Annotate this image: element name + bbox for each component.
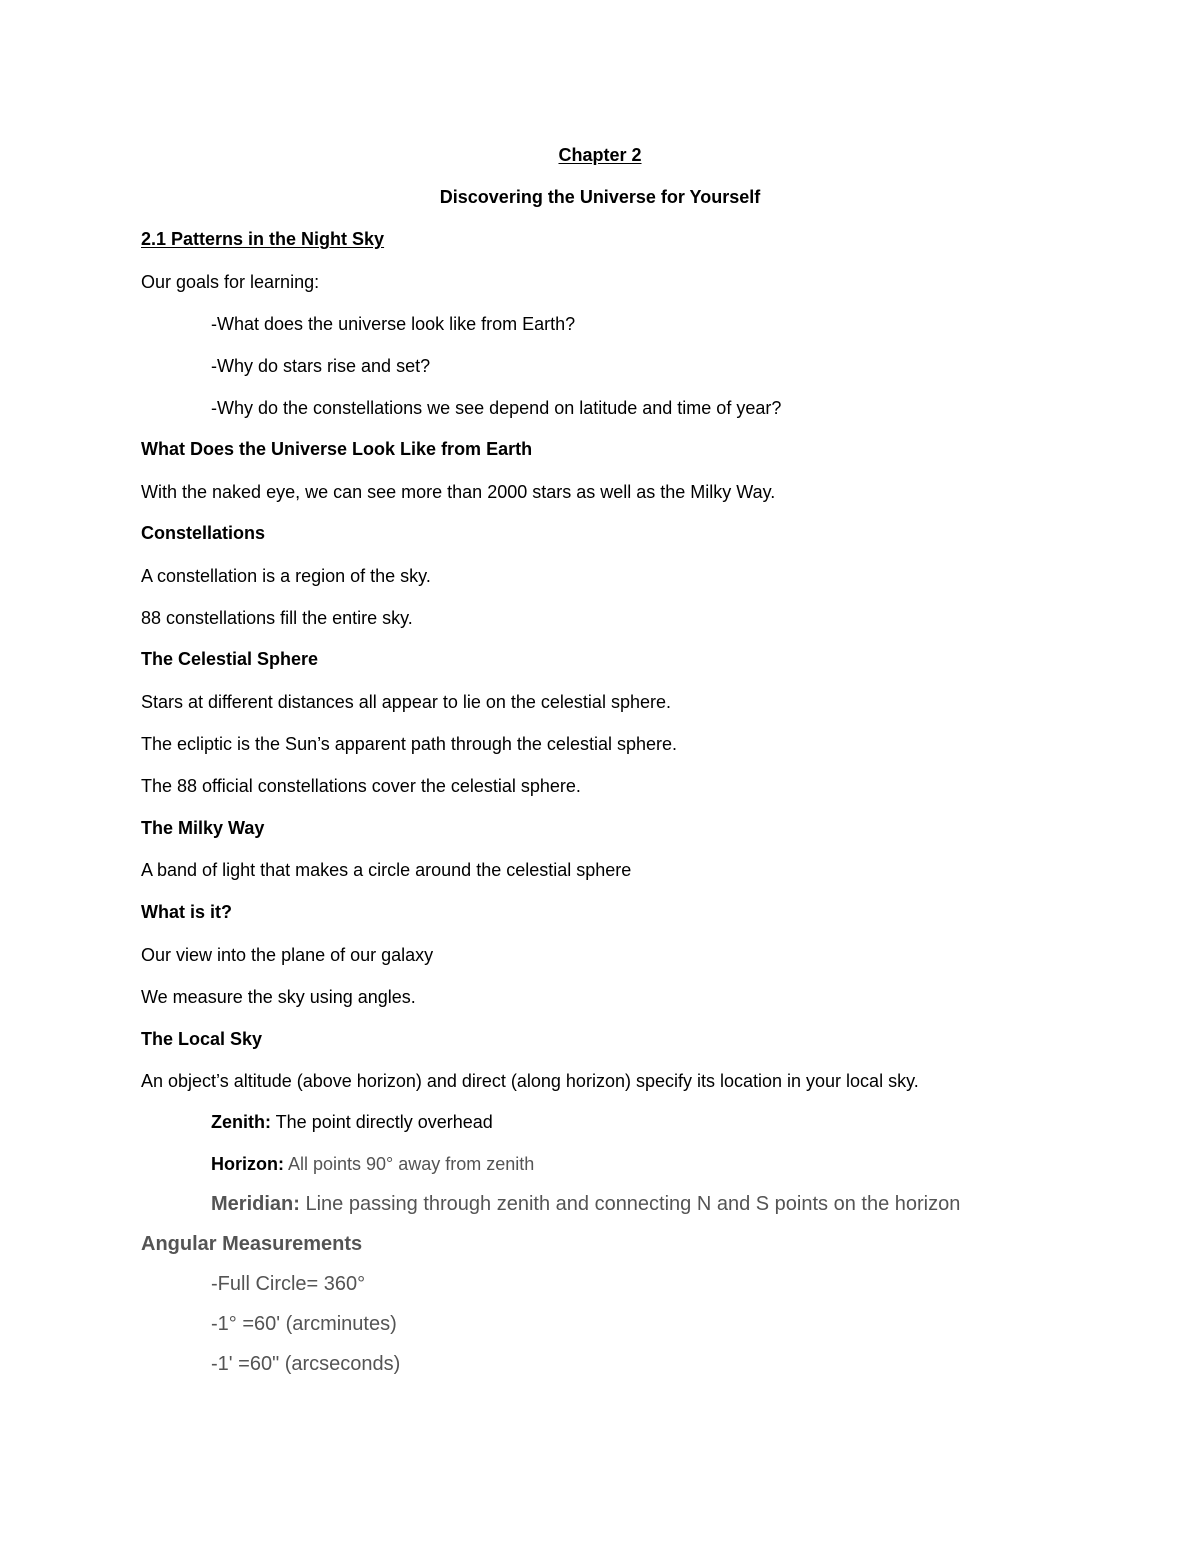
- paragraph: An object’s altitude (above horizon) and direct (along horizon) specify its location in your local sky.: [141, 1071, 919, 1091]
- section-heading: 2.1 Patterns in the Night Sky: [141, 229, 385, 249]
- term-label: Horizon:: [211, 1154, 284, 1174]
- term-definition: All points 90° away from zenith: [283, 1154, 535, 1174]
- celestial-sphere-heading: The Celestial Sphere: [141, 649, 319, 669]
- chapter-subtitle: Discovering the Universe for Yourself: [439, 187, 761, 207]
- angular-item: -1' =60" (arcseconds): [211, 1353, 401, 1375]
- paragraph: The 88 official constellations cover the celestial sphere.: [141, 776, 581, 796]
- goal-item: -Why do stars rise and set?: [211, 356, 431, 376]
- paragraph: The ecliptic is the Sun’s apparent path through the celestial sphere.: [141, 734, 678, 754]
- constellations-heading: Constellations: [141, 523, 266, 543]
- term-label: Meridian:: [211, 1193, 300, 1215]
- goals-intro: Our goals for learning:: [141, 272, 320, 292]
- term-definition: The point directly overhead: [271, 1112, 493, 1132]
- term-definition: Line passing through zenith and connecting N and S points on the horizon: [299, 1193, 961, 1215]
- angular-heading: Angular Measurements: [141, 1233, 363, 1255]
- term-zenith: [211, 1111, 493, 1133]
- what-is-it-heading: What is it?: [141, 902, 232, 922]
- term-horizon: [211, 1153, 534, 1175]
- paragraph: A constellation is a region of the sky.: [141, 566, 431, 586]
- chapter-title: Chapter 2: [558, 145, 642, 165]
- paragraph: With the naked eye, we can see more than 2000 stars as well as the Milky Way.: [141, 482, 776, 502]
- paragraph: We measure the sky using angles.: [141, 987, 416, 1007]
- paragraph: 88 constellations fill the entire sky.: [141, 608, 413, 628]
- goal-item: -Why do the constellations we see depend on latitude and time of year?: [211, 398, 782, 418]
- local-sky-heading: The Local Sky: [141, 1029, 263, 1049]
- angular-item: -Full Circle= 360°: [211, 1273, 366, 1295]
- paragraph: Stars at different distances all appear to lie on the celestial sphere.: [141, 692, 671, 712]
- term-label: Zenith:: [211, 1112, 271, 1132]
- paragraph: A band of light that makes a circle around the celestial sphere: [141, 860, 632, 880]
- universe-look-heading: What Does the Universe Look Like from Earth: [141, 439, 533, 459]
- term-meridian: [211, 1192, 960, 1216]
- goal-item: -What does the universe look like from Earth?: [211, 314, 576, 334]
- angular-item: -1° =60' (arcminutes): [211, 1313, 397, 1335]
- paragraph: Our view into the plane of our galaxy: [141, 945, 434, 965]
- milky-way-heading: The Milky Way: [141, 818, 265, 838]
